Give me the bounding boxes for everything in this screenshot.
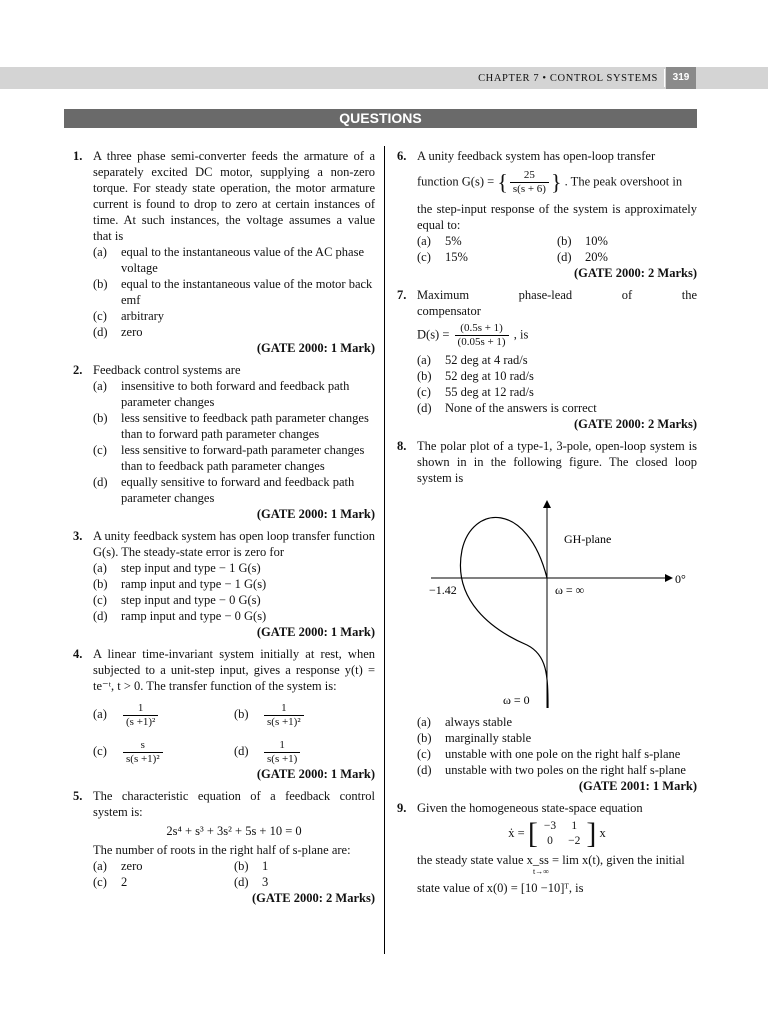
plane-label: GH-plane xyxy=(564,532,612,546)
option-c: (c) unstable with one pole on the right half s-plane xyxy=(417,747,681,761)
option-c: (c) 2 xyxy=(93,875,128,889)
polar-curve xyxy=(460,517,548,708)
chapter-title: CHAPTER 7 • CONTROL SYSTEMS xyxy=(478,73,658,84)
exam-reference: (GATE 2001: 1 Mark) xyxy=(578,779,697,793)
question-stem: The polar plot of a type-1, 3-pole, open-loop system is shown in in the following figure. The closed loop system is xyxy=(417,439,697,485)
angle-label: 0° xyxy=(675,572,686,586)
omega-zero-label: ω = 0 xyxy=(503,693,530,707)
question-1 xyxy=(73,148,375,356)
option-d: (d) 3 xyxy=(234,875,269,889)
question-stem: Given the homogeneous state-space equation xyxy=(417,801,643,815)
option-c: (c) less sensitive to forward-path parameter changes than to feedback path parameter changes xyxy=(93,443,365,473)
exam-reference: (GATE 2000: 1 Mark) xyxy=(256,767,375,781)
option-c: (c) arbitrary xyxy=(93,309,165,323)
question-2 xyxy=(73,362,375,522)
characteristic-equation: 2s⁴ + s³ + 3s² + 5s + 10 = 0 xyxy=(166,824,302,838)
option-a: (a) 5% xyxy=(417,234,462,248)
polar-plot-figure xyxy=(417,490,697,712)
compensator-function: D(s) = $\frac{(0.5s + 1)}{(0.05s + 1)}$ , is xyxy=(417,322,529,348)
option-c: (c) 15% xyxy=(417,250,468,264)
state-matrix: −3 1 0 −2 xyxy=(543,820,581,847)
question-number: 7. xyxy=(397,288,407,302)
question-6 xyxy=(397,148,697,281)
option-d: (d) $\frac{1}{s(s +1)}$ xyxy=(234,735,375,766)
question-number: 9. xyxy=(397,801,407,815)
option-c: (c) 55 deg at 12 rad/s xyxy=(417,385,534,399)
question-stem: A three phase semi-converter feeds the armature of a separately excited DC motor, supplying a non-zero torque. For steady state operation, the motor armature current is found to drop to zero at certain instances of time. At such instances, the voltage assumes a value that is xyxy=(93,149,375,243)
column-divider xyxy=(384,146,385,954)
question-3 xyxy=(73,528,375,640)
exam-reference: (GATE 2000: 2 Marks) xyxy=(573,266,697,280)
question-number: 8. xyxy=(397,439,407,453)
question-7 xyxy=(397,287,697,432)
option-c: (c) step input and type − 0 G(s) xyxy=(93,593,261,607)
question-stem: A unity feedback system has open loop transfer function G(s). The steady-state error is zero for xyxy=(93,529,375,559)
header-divider xyxy=(664,69,665,87)
option-b: (b) marginally stable xyxy=(417,731,532,745)
option-a: (a) step input and type − 1 G(s) xyxy=(93,561,261,575)
option-d: (d) unstable with two poles on the right half s-plane xyxy=(417,763,686,777)
option-a: (a) insensitive to both forward and feedback path parameter changes xyxy=(93,379,350,409)
question-5 xyxy=(73,788,375,906)
option-b: (b) 10% xyxy=(557,234,608,248)
question-number: 4. xyxy=(73,647,83,661)
option-b: (b) ramp input and type − 1 G(s) xyxy=(93,577,267,591)
question-stem: A unity feedback system has open-loop transfer xyxy=(417,149,656,163)
exam-reference: (GATE 2000: 1 Mark) xyxy=(256,625,375,639)
option-d: (d) 20% xyxy=(557,250,608,264)
option-a: (a) equal to the instantaneous value of the AC phase voltage xyxy=(93,245,364,275)
question-number: 1. xyxy=(73,149,83,163)
exam-reference: (GATE 2000: 1 Mark) xyxy=(256,507,375,521)
question-9 xyxy=(397,800,697,896)
option-b: (b) 1 xyxy=(234,859,269,873)
exam-reference: (GATE 2000: 2 Marks) xyxy=(573,417,697,431)
left-column xyxy=(73,148,375,912)
option-a: (a) 52 deg at 4 rad/s xyxy=(417,353,528,367)
question-stem: Feedback control systems are xyxy=(93,363,241,377)
option-a: (a) always stable xyxy=(417,715,512,729)
question-number: 2. xyxy=(73,363,83,377)
right-column xyxy=(397,148,697,902)
option-d: (d) equally sensitive to forward and feedback path parameter changes xyxy=(93,475,355,505)
option-a: (a) $\frac{1}{\text{(s +1)²}}$ xyxy=(93,698,234,729)
page-header xyxy=(0,67,768,89)
question-8 xyxy=(397,438,697,794)
transfer-function: function G(s) = { $\frac{25}{s(s + 6)}$ } . The peak overshoot in xyxy=(417,169,683,195)
state-space-equation: ẋ = [ −3 1 0 −2 ] x xyxy=(508,817,606,850)
question-stem: Maximum phase-lead of the compensator xyxy=(417,288,697,318)
question-number: 6. xyxy=(397,149,407,163)
omega-infinity-label: ω = ∞ xyxy=(555,583,585,597)
question-stem-final: state value of x(0) = [10 −10]ᵀ, is xyxy=(417,881,584,895)
question-stem: A linear time-invariant system initially at rest, when subjected to a unit-step input, gives a response y(t) = te⁻ᵗ, t > 0. The transfer function of the system is: xyxy=(93,647,375,693)
question-number: 5. xyxy=(73,789,83,803)
option-a: (a) zero xyxy=(93,859,143,873)
question-4 xyxy=(73,646,375,782)
option-b: (b) $\frac{1}{\text{s(s +1)²}}$ xyxy=(234,698,375,729)
question-stem-continued: The number of roots in the right half of s-plane are: xyxy=(93,843,351,857)
section-title: QUESTIONS xyxy=(64,109,697,128)
exam-reference: (GATE 2000: 2 Marks) xyxy=(251,891,375,905)
option-d: (d) zero xyxy=(93,325,143,339)
option-b: (b) equal to the instantaneous value of the motor back emf xyxy=(93,277,373,307)
limit-subscript: t→∞ xyxy=(533,867,549,876)
question-stem: The characteristic equation of a feedback control system is: xyxy=(93,789,375,819)
exam-reference: (GATE 2000: 1 Mark) xyxy=(256,341,375,355)
page-number: 319 xyxy=(666,67,696,89)
option-b: (b) 52 deg at 10 rad/s xyxy=(417,369,534,383)
option-d: (d) ramp input and type − 0 G(s) xyxy=(93,609,267,623)
question-stem-continued: the step-input response of the system is approximately equal to: xyxy=(417,202,697,232)
option-d: (d) None of the answers is correct xyxy=(417,401,597,415)
question-stem-continued: the steady state value x_ss = lim x(t), given the initial xyxy=(417,853,685,867)
question-number: 3. xyxy=(73,529,83,543)
intercept-label: −1.42 xyxy=(429,583,457,597)
option-c: (c) $\frac{s}{\text{s(s +1)²}}$ xyxy=(93,735,234,766)
option-b: (b) less sensitive to feedback path parameter changes than to forward path parameter changes xyxy=(93,411,369,441)
